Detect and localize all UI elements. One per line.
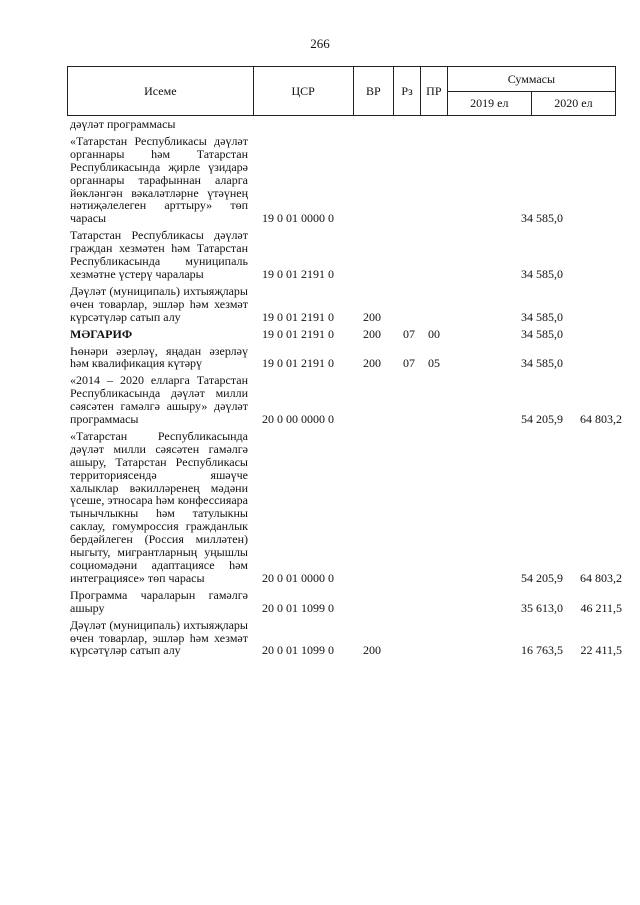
row-pr: 05 (428, 356, 440, 371)
table-row (70, 285, 620, 324)
table-row (70, 229, 620, 281)
row-name: Татарстан Республикасы дәүләт граждан хезмәтен һәм Татарстан Республикасында муниципаль хезмәтне үстерү чаралары (70, 228, 248, 281)
row-2019: 16 763,5 (521, 643, 563, 658)
row-2019: 54 205,9 (521, 412, 563, 427)
row-name: «Татарстан Республикасында дәүләт милли сәясәтен гамәлгә ашыру, Татарстан Республикасы территориясендә яшәүче халыклар вәкилләренең мәдәни үсеше, этносара һәм конфессияара тынычлыкны һәм татулыкны саклау, гомумроссия гражданлык бердәйлеген (Россия милләтен) ныгыту, мигрантларның уңышлы социомәдәни адаптациясе һәм интеграциясе» төп чарасы (70, 428, 248, 585)
row-2019: 54 205,9 (521, 570, 563, 585)
row-2019: 34 585,0 (521, 266, 563, 281)
row-2019: 34 585,0 (521, 326, 563, 341)
header-2020: 2020 ел (531, 92, 615, 116)
row-csr: 20 0 01 0000 0 (262, 570, 334, 585)
row-name: Дәүләт (муниципаль) ихтыяҗлары өчен товарлар, эшләр һәм хезмәт күрсәтүләр сатып алу (70, 283, 248, 324)
budget-rows (70, 118, 620, 661)
header-name: Исеме (68, 67, 254, 116)
row-name: дәүләт программасы (70, 117, 176, 131)
row-2019: 35 613,0 (521, 600, 563, 615)
row-2020: 64 803,2 (580, 570, 622, 585)
table-row (70, 589, 620, 615)
table-header (67, 66, 616, 116)
row-csr: 20 0 01 1099 0 (262, 643, 334, 658)
row-csr: 20 0 01 1099 0 (262, 600, 334, 615)
row-vr: 200 (363, 356, 381, 371)
header-csr: ЦСР (253, 67, 353, 116)
row-name: Программа чараларын гамәлгә ашыру (70, 587, 248, 615)
row-csr: 19 0 01 0000 0 (262, 211, 334, 226)
row-2019: 34 585,0 (521, 309, 563, 324)
row-name: МӘГАРИФ (70, 326, 133, 341)
row-csr: 19 0 01 2191 0 (262, 309, 334, 324)
header-vr: ВР (353, 67, 394, 116)
table-row (70, 328, 620, 341)
table-row (70, 374, 620, 426)
header-sums: Суммасы (447, 67, 615, 92)
row-2020: 64 803,2 (580, 412, 622, 427)
row-csr: 19 0 01 2191 0 (262, 266, 334, 281)
table-row (70, 430, 620, 585)
table-row (70, 619, 620, 658)
table-row (70, 345, 620, 371)
header-pr: ПР (420, 67, 447, 116)
row-name: Дәүләт (муниципаль) ихтыяҗлары өчен товарлар, эшләр һәм хезмәт күрсәтүләр сатып алу (70, 617, 248, 658)
header-2019: 2019 ел (447, 92, 531, 116)
row-2019: 34 585,0 (521, 211, 563, 226)
row-name: Һөнәри әзерләү, яңадан әзерләү һәм квалификация күтәрү (70, 343, 248, 371)
page-number: 266 (310, 36, 330, 51)
row-csr: 20 0 00 0000 0 (262, 412, 334, 427)
header-rz: Рз (394, 67, 421, 116)
row-name: «2014 – 2020 елларга Татарстан Республикасында дәүләт милли сәясәтен гамәлгә ашыру» дәүләт программасы (70, 373, 248, 427)
table-row (70, 118, 620, 131)
row-rz: 07 (403, 326, 415, 341)
row-2019: 34 585,0 (521, 356, 563, 371)
table-row (70, 135, 620, 225)
row-rz: 07 (403, 356, 415, 371)
row-vr: 200 (363, 643, 381, 658)
row-pr: 00 (428, 326, 440, 341)
row-2020: 22 411,5 (580, 643, 622, 658)
row-csr: 19 0 01 2191 0 (262, 326, 334, 341)
row-name: «Татарстан Республикасы дәүләт органнары һәм Татарстан Республикасында җирле үзидарә органнары тарафыннан аларга йөкләнгән вәкаләтләрне үтәүнең нәтиҗәлелеген арттыру» төп чарасы (70, 133, 248, 226)
row-vr: 200 (363, 309, 381, 324)
row-vr: 200 (363, 326, 381, 341)
row-2020: 46 211,5 (580, 600, 622, 615)
row-csr: 19 0 01 2191 0 (262, 356, 334, 371)
